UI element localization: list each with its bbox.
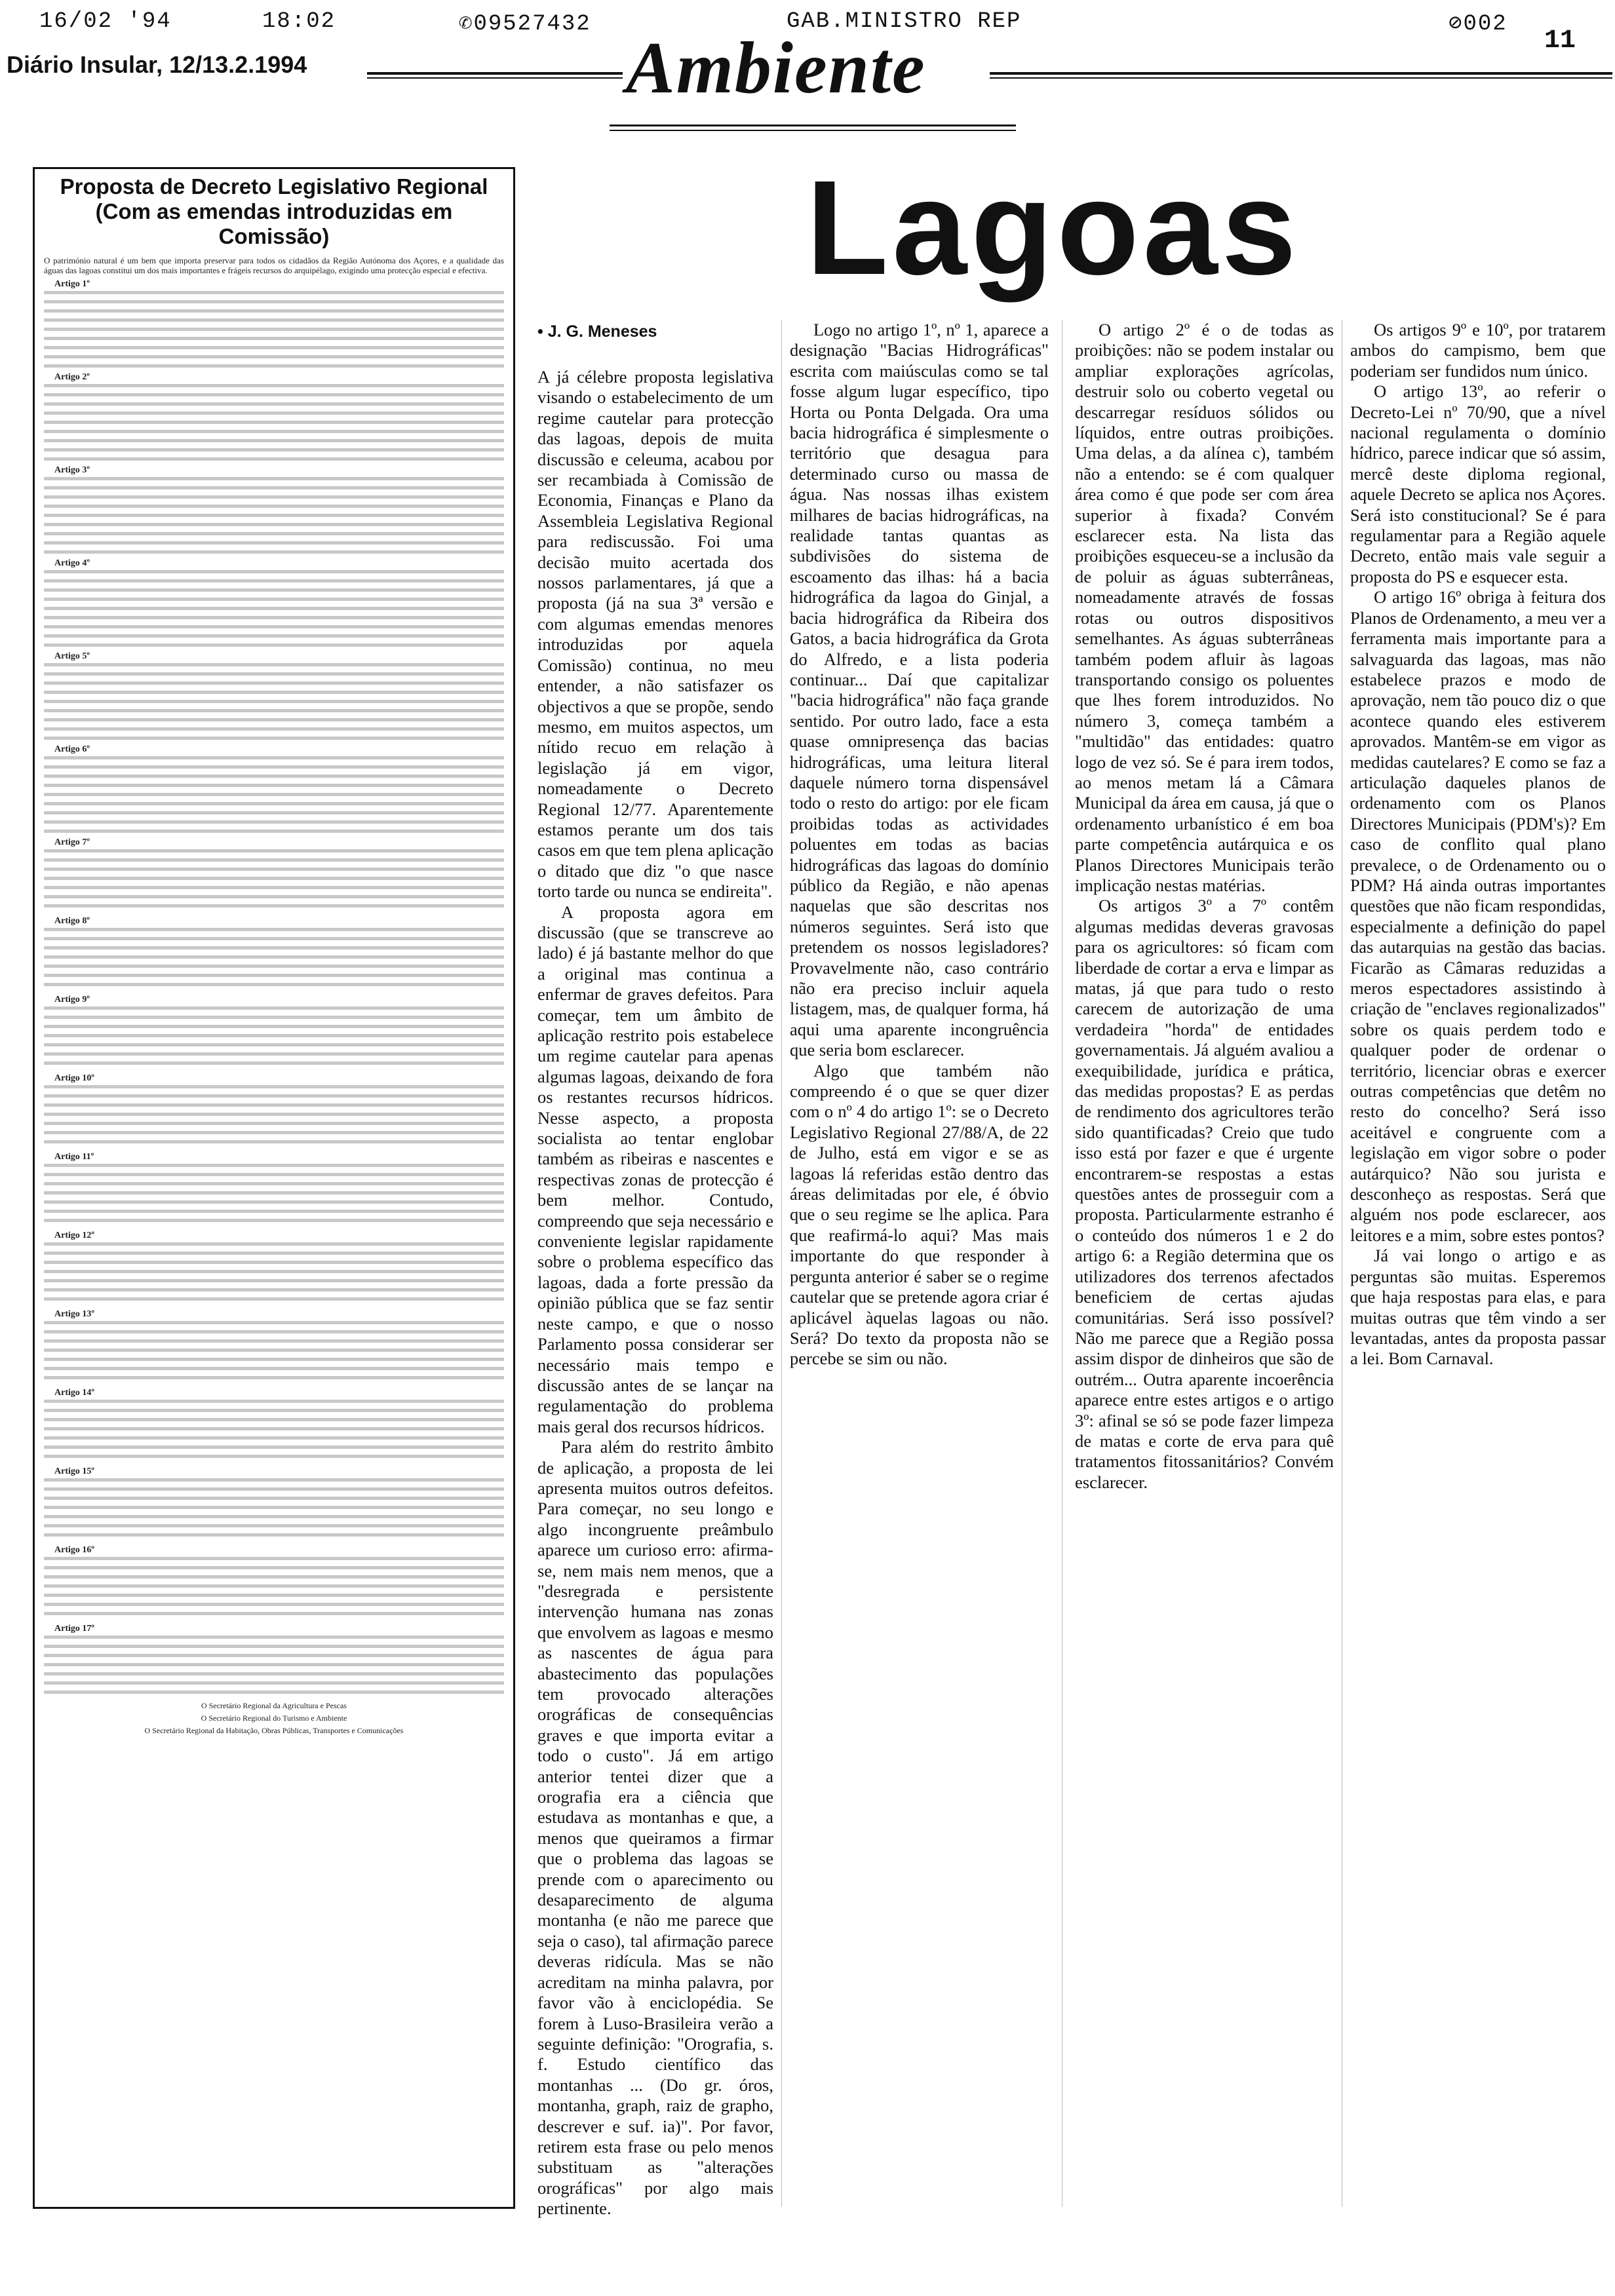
legislation-article-body — [44, 1400, 504, 1463]
masthead-rule-left — [367, 72, 623, 75]
article-column-1 — [537, 367, 773, 2219]
legislation-article-body — [44, 291, 504, 368]
legislation-article-heading: Artigo 5º — [54, 651, 90, 661]
article-column-4 — [1350, 320, 1606, 1369]
article-byline: • J. G. Meneses — [537, 322, 657, 341]
fax-page: ⊘002 — [1449, 12, 1508, 37]
legislation-title-line1: Proposta de Decreto Legislativo Regional — [60, 174, 488, 199]
article-paragraph: Já vai longo o artigo e as perguntas são muitas. Esperemos que haja respostas para elas, e para muitas outras que têm vindo a ser levantadas, antes da proposta passar a lei. Bom Carnaval. — [1350, 1246, 1606, 1369]
publication-date: Diário Insular, 12/13.2.1994 — [7, 51, 307, 78]
article-paragraph: O artigo 2º é o de todas as proibições: não se podem instalar ou ampliar explorações agrícolas, destruir solo ou coberto vegetal ou descarregar resíduos sólidos ou líquidos, entre outras proibições. Uma delas, a da alínea c), também não a entendo: se é com qualquer área como é que pode ser com área superior à fixada? Convém esclarecer esta. Na lista das proibições esqueceu-se a inclusão da de poluir as águas subterrâneas, nomeadamente através de fossas rotas ou outros dispositivos semelhantes. As águas subterrâneas também podem afluir às lagoas transportando consigo os poluentes que lhes forem introduzidos. No número 3, começa também a "multidão" das entidades: quatro logo de vez só. Se é para irem todos, ao menos metam lá a Câmara Municipal da área em causa, já que o ordenamento urbanístico é em boa parte competência autárquica e os Planos Directores Municipais terão implicação nestas matérias. — [1075, 320, 1334, 895]
legislation-article-heading: Artigo 11º — [54, 1152, 94, 1162]
article-paragraph: A já célebre proposta legislativa visando o estabelecimento de um regime cautelar para protecção das lagoas, depois de muita discussão e celeuma, acabou por ser recambiada à Comissão de Economia, Finanças e Plano da Assembleia Legislativa Regional para rediscussão. Foi uma decisão muito acertada dos nossos parlamentares, já que a proposta (já na sua 3ª versão e com algumas emendas menores introduzidas por aquela Comissão) continua, no meu entender, a não satisfazer os objectivos a que se propõe, sendo mesmo, em muitos aspectos, um nítido recuo em relação à legislação já em vigor, nomeadamente o Decreto Regional 12/77. Aparentemente estamos perante um dos tais casos em que tem plena aplicação o ditado que diz "o que nasce torto tarde ou nunca se endireita". — [537, 367, 773, 902]
article-column-2 — [790, 320, 1049, 1369]
legislation-article-heading: Artigo 4º — [54, 558, 90, 568]
section-title: Ambiente — [626, 28, 926, 109]
article-paragraph: Os artigos 9º e 10º, por tratarem ambos do campismo, bem que poderiam ser fundidos num único. — [1350, 320, 1606, 381]
legislation-article-heading: Artigo 14º — [54, 1388, 94, 1398]
article-paragraph: O artigo 13º, ao referir o Decreto-Lei nº 70/90, que a nível nacional regulamenta o domínio hídrico, parece indicar que só assim, mercê deste diploma regional, aquele Decreto se aplica nos Açores. Será isto constitucional? Se é para regulamentar para a Região aquele Decreto, então mais vale seguir a proposta do PS e esquecer esta. — [1350, 381, 1606, 586]
masthead-rule-right-thin — [990, 77, 1612, 79]
legislation-article-heading: Artigo 9º — [54, 995, 90, 1004]
legislation-article-heading: Artigo 17º — [54, 1624, 94, 1634]
legislation-article-body — [44, 1557, 504, 1620]
legislation-article-body — [44, 1006, 504, 1069]
legislation-title-line2: (Com as emendas introduzidas em Comissão) — [95, 199, 453, 248]
legislation-article-body — [44, 663, 504, 740]
legislation-article-body — [44, 1164, 504, 1227]
legislation-signatories — [35, 1698, 513, 1736]
fax-sender: GAB.MINISTRO REP — [787, 9, 1022, 34]
legislation-signatory: O Secretário Regional da Habitação, Obras Públicas, Transportes e Comunicações — [144, 1726, 404, 1735]
article-headline: Lagoas — [806, 153, 1300, 303]
legislation-article-body — [44, 570, 504, 647]
legislation-article-heading: Artigo 16º — [54, 1545, 94, 1555]
article-paragraph: O artigo 16º obriga à feitura dos Planos de Ordenamento, a meu ver a ferramenta mais importante para a salvaguarda das lagoas, mas não estabelece prazos e modo de aprovação, nem tão pouco diz o que acontece quando eles estiverem aprovados. Mantêm-se em vigor as medidas cautelares? E como se faz a articulação daqueles planos de ordenamento com os Planos Directores Municipais (PDM's)? Em caso de conflito qual plano prevalece, o de Ordenamento ou o PDM? Há ainda outras importantes questões que não ficam respondidas, especialmente a definição do papel das autarquias na gestão das bacias. Ficarão as Câmaras reduzidas a meros espectadores assistindo à criação de "enclaves regionalizados" sobre os quais perdem todo e qualquer poder de ordenar o território, licenciar obras e exercer outras competências que detêm no resto do concelho? Será isso aceitável e congruente com a legislação em vigor sobre o poder autárquico? Não sou jurista e desconheço as respostas. Será que alguém nos pode esclarecer, aos leitores e a mim, sobre estes pontos? — [1350, 587, 1606, 1245]
legislation-article-body — [44, 849, 504, 912]
legislation-article-body — [44, 1478, 504, 1541]
masthead-rule-left-thin — [367, 77, 623, 79]
column-divider — [781, 320, 782, 2207]
article-paragraph: A proposta agora em discussão (que se transcreve ao lado) é já bastante melhor do que a original mas continua a enfermar de graves defeitos. Para começar, tem um âmbito de aplicação restrito pois estabelece um regime cautelar para apenas algumas lagoas, deixando de fora os restantes recursos hídricos. Nesse aspecto, a proposta socialista ao tentar englobar também as ribeiras e nascentes e respectivas zonas de protecção é bem melhor. Contudo, compreendo que seja necessário e conveniente legislar rapidamente sobre o problema específico das lagoas, dada a forte pressão da opinião pública que se faz sentir neste campo, e que o nosso Parlamento possa considerar ser necessário mais tempo e discussão antes de se lançar na regulamentação do problema mais geral dos recursos hídricos. — [537, 902, 773, 1436]
page-number: 11 — [1544, 26, 1576, 56]
legislation-article-heading: Artigo 10º — [54, 1073, 94, 1083]
legislation-title — [39, 174, 509, 249]
legislation-article-body — [44, 1321, 504, 1384]
legislation-article-body — [44, 756, 504, 833]
legislation-article-body — [44, 1242, 504, 1305]
fax-time: 18:02 — [262, 9, 336, 34]
article-paragraph: Algo que também não compreendo é o que se quer dizer com o nº 4 do artigo 1º: se o Decreto Legislativo Regional 27/88/A, de 22 de Julho, está em vigor e se as lagoas lá referidas estão dentro das áreas delimitadas por ele, é óbvio que o seu regime se lhe aplica. Para que reafirmá-lo aqui? Mas mais importante do que responder à pergunta anterior é saber se o regime cautelar que se pretende agora criar é aplicável àquelas lagoas ou não. Será? Do texto da proposta não se percebe se sim ou não. — [790, 1060, 1049, 1369]
section-underline — [610, 124, 1016, 126]
legislation-box — [33, 167, 515, 2209]
legislation-signatory: O Secretário Regional do Turismo e Ambiente — [201, 1713, 347, 1723]
legislation-article-heading: Artigo 2º — [54, 372, 90, 382]
legislation-article-body — [44, 477, 504, 554]
article-paragraph: Para além do restrito âmbito de aplicação, a proposta de lei apresenta muitos outros defeitos. Para começar, no seu longo e algo incongruente preâmbulo aparece um curioso erro: afirma-se, nem mais nem menos, que a "desregrada e persistente intervenção humana nas zonas que envolvem as lagoas e mesmo as nascentes de água para abastecimento das populações tem provocado alterações orográficas de consequências graves e que importa evitar a todo o custo". Já em artigo anterior tentei dizer que a orografia era a ciência que estudava as montanhas e que, a menos que queiramos a firmar que o problema das lagoas se prende com o aparecimento ou desaparecimento de alguma montanha (e não me parece que seja o caso), tal afirmação parece deveras ridícula. Mas se não acreditam na minha palavra, por favor vão à enciclopédia. Se forem à Luso-Brasileira verão a seguinte definição: "Orografia, s. f. Estudo científico das montanhas ... (Do gr. óros, montanha, graph, raiz de grapho, descrever e suf. ia)". Por favor, retirem esta frase ou pelo menos substituam as "alterações orográficas" por algo mais pertinente. — [537, 1437, 773, 2219]
legislation-article-heading: Artigo 13º — [54, 1309, 94, 1319]
legislation-article-heading: Artigo 12º — [54, 1231, 94, 1240]
legislation-article-heading: Artigo 8º — [54, 916, 90, 926]
fax-date: 16/02 '94 — [39, 9, 172, 34]
legislation-intro: O património natural é um bem que importa preservar para todos os cidadãos da Região Autónoma dos Açores, e a qualidade das águas das lagoas constitui um dos mais importantes e frágeis recursos do arquipélago, exigindo uma protecção especial e efectiva. — [44, 256, 504, 275]
legislation-article-body — [44, 928, 504, 991]
legislation-article-heading: Artigo 7º — [54, 837, 90, 847]
legislation-article-body — [44, 1085, 504, 1148]
legislation-article-heading: Artigo 15º — [54, 1466, 94, 1476]
fax-phone: ✆09527432 — [459, 12, 591, 37]
legislation-article-heading: Artigo 1º — [54, 279, 90, 289]
article-paragraph: Logo no artigo 1º, nº 1, aparece a designação "Bacias Hidrográficas" escrita com maiúsculas como se tal fosse algum lugar específico, tipo Horta ou Ponta Delgada. Ora uma bacia hidrográfica é simplesmente o território que desagua para determinado curso ou massa de água. Nas nossas ilhas existem milhares de bacias hidrográficas, na realidade tantas quantas as subdivisões do sistema de escoamento das ilhas: há a bacia hidrográfica da lagoa do Ginjal, a bacia hidrográfica da Ribeira dos Gatos, a bacia hidrográfica da Grota do Alfredo, e a lista poderia continuar... Daí que capitalizar "bacia hidrográfica" não faça grande sentido. Por outro lado, face a esta quase omnipresença das bacias hidrográficas, uma leitura literal daquele número torna dispensável todo o resto do artigo: por ele ficam proibidas todas as actividades poluentes em todas as bacias hidrográficas das lagoas do domínio público da Região, e não apenas naquelas que são descritas nos números seguintes. Será isto que pretendem os nossos legisladores? Provavelmente não, caso contrário não era preciso incluir aquela listagem, mas, de qualquer forma, há aqui uma aparente incongruência que seria bom esclarecer. — [790, 320, 1049, 1060]
article-paragraph: Os artigos 3º a 7º contêm algumas medidas deveras gravosas para os agricultores: só ficam com liberdade de cortar a erva e limpar as matas, já que para tudo o resto carecem de autorização de uma verdadeira "horda" de entidades governamentais. Já alguém avaliou a exequibilidade, jurídica e prática, das medidas propostas? E as perdas de rendimento dos agricultores terão sido quantificadas? Creio que tudo isso está por fazer e que é urgente encontrarem-se respostas a estas questões antes de prosseguir com a proposta. Particularmente estranho é o conteúdo dos números 1 e 2 do artigo 6: a Região determina que os utilizadores dos terrenos afectados beneficiem de certas ajudas comunitárias. Será isso possível? Não me parece que a Região possa assim dispor de dinheiros que são de outrém... Outra aparente incoerência aparece entre estes artigos e o artigo 3º: afinal se só se pode fazer limpeza de matas e corte de erva para quê tratamentos fitossanitários? Convém esclarecer. — [1075, 896, 1334, 1492]
legislation-article-body — [44, 384, 504, 461]
legislation-article-body — [44, 1636, 504, 1698]
legislation-article-heading: Artigo 3º — [54, 465, 90, 475]
article-column-3 — [1075, 320, 1334, 1493]
section-underline-thin — [610, 130, 1016, 131]
masthead-rule-right — [990, 72, 1612, 75]
legislation-signatory: O Secretário Regional da Agricultura e Pescas — [201, 1701, 347, 1710]
legislation-article-heading: Artigo 6º — [54, 744, 90, 754]
legislation-articles — [35, 275, 513, 1698]
